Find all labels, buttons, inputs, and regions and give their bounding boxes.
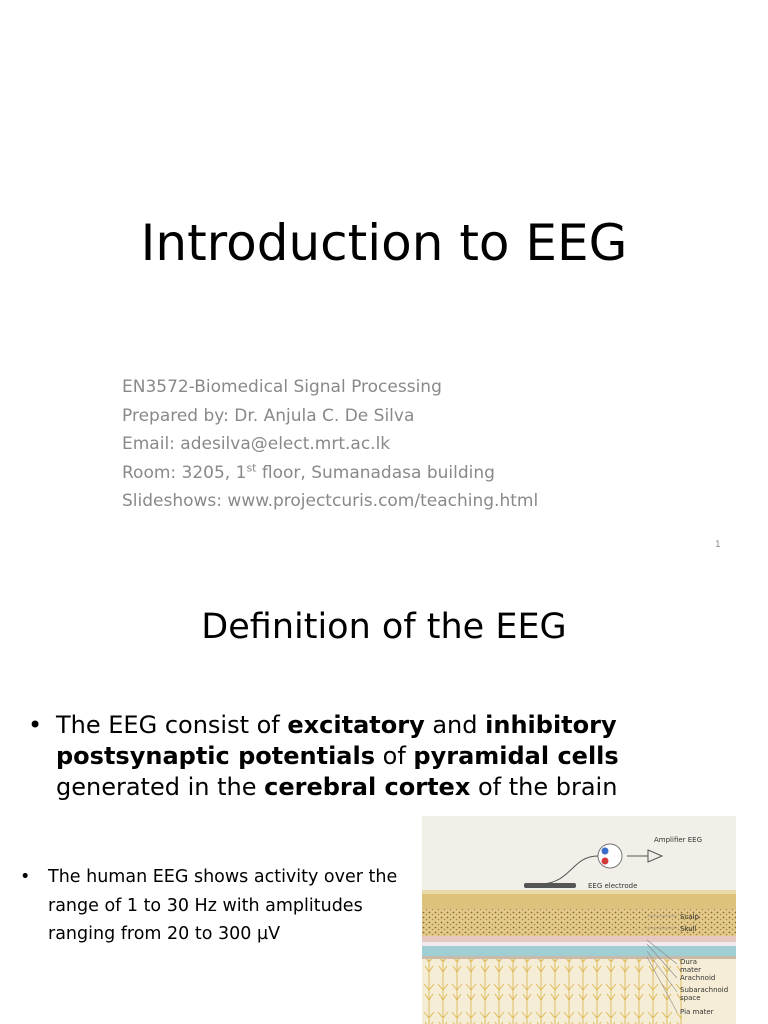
amplifier-arrow-head	[648, 850, 662, 862]
text-run: generated in the	[56, 773, 265, 801]
bold-term: excitatory	[287, 711, 425, 739]
text-run: of	[375, 742, 414, 770]
space-label: space	[680, 994, 701, 1002]
neuron-dendrites	[422, 959, 682, 1024]
page-number: 1	[715, 540, 721, 550]
mater-label: mater	[680, 966, 702, 974]
subarachnoid-label: Subarachnoid	[680, 986, 729, 994]
author-line: Prepared by: Dr. Anjula C. De Silva	[122, 405, 415, 426]
slideshows-line: Slideshows: www.projectcuris.com/teaching.html	[122, 491, 539, 511]
room-prefix: Room: 3205, 1	[122, 462, 247, 483]
email-line: Email: adesilva@elect.mrt.ac.lk	[122, 434, 391, 454]
bullet-text	[56, 710, 668, 803]
text-run: and	[424, 711, 486, 739]
bold-term: cerebral cortex	[264, 773, 471, 801]
bold-term: postsynaptic potentials	[56, 742, 376, 770]
plus-terminal	[602, 858, 609, 865]
subtitle-block	[122, 373, 538, 516]
dura-layer	[422, 936, 736, 942]
skull-label: Skull	[680, 925, 697, 933]
electrode-wire	[542, 856, 598, 884]
eeg-anatomy-figure	[422, 816, 736, 1024]
bold-term: inhibitory	[485, 711, 617, 739]
bullet-dot: •	[28, 711, 43, 739]
amplifier-circle	[598, 844, 622, 868]
minus-terminal	[602, 848, 609, 855]
arachnoid-layer	[422, 942, 736, 946]
pia-label: Pia mater	[680, 1008, 714, 1016]
room-sup: st	[246, 460, 257, 474]
amplifier-label: Amplifier EEG	[654, 836, 703, 844]
electrode-label: EEG electrode	[588, 882, 638, 890]
slide-title: Introduction to EEG	[140, 214, 628, 272]
course-line: EN3572-Biomedical Signal Processing	[122, 377, 442, 397]
room-line	[122, 459, 538, 488]
room-suffix: floor, Sumanadasa building	[256, 462, 495, 483]
definition-slide	[0, 576, 768, 1024]
slide-title: Definition of the EEG	[201, 607, 567, 647]
text-run: of the brain	[470, 773, 618, 801]
dura-label: Dura	[680, 958, 697, 966]
text-run: The EEG consist of	[56, 711, 288, 739]
scalp-surface	[422, 890, 736, 894]
scalp-label: Scalp	[680, 913, 699, 921]
electrode-pad	[524, 883, 576, 888]
bullet-dot: •	[20, 867, 31, 887]
arachnoid-label: Arachnoid	[680, 974, 716, 982]
scalp-layer	[422, 894, 736, 908]
subarachnoid-layer	[422, 946, 736, 956]
bold-term: pyramidal cells	[413, 742, 619, 770]
bullet-text: The human EEG shows activity over the range of 1 to 30 Hz with amplitudes ranging from 20 to 300 µV	[48, 867, 398, 944]
